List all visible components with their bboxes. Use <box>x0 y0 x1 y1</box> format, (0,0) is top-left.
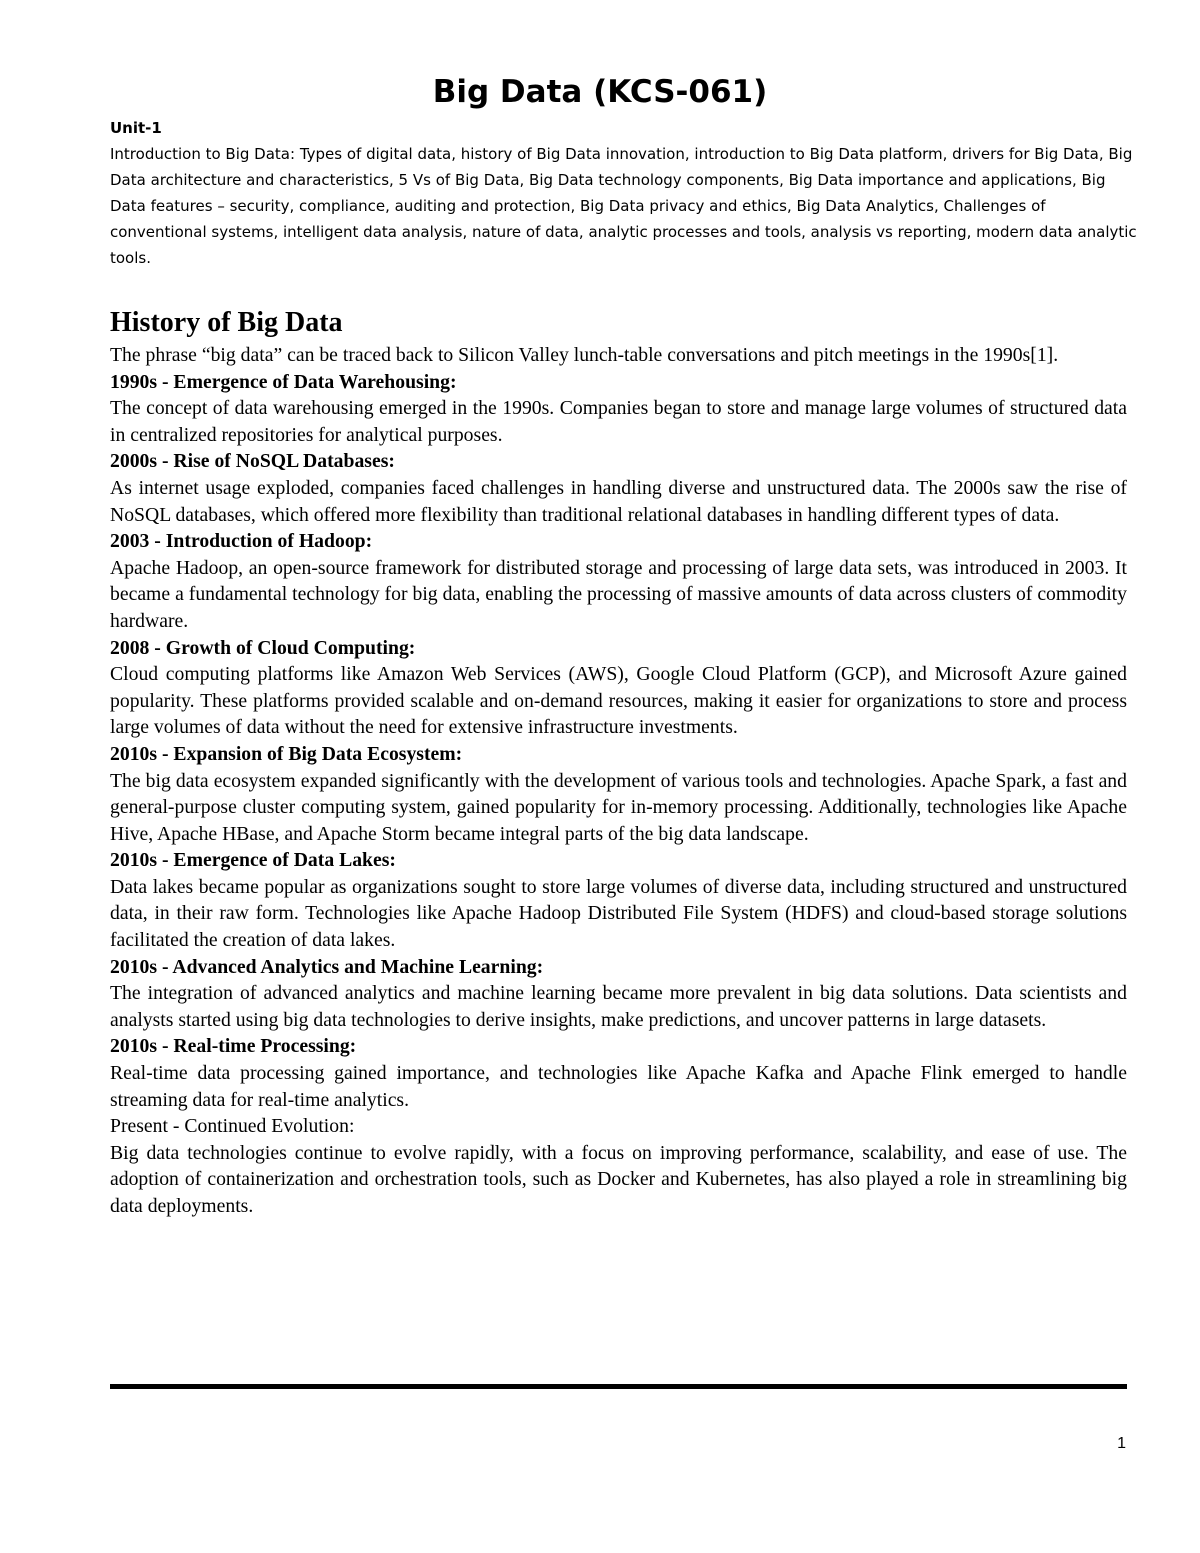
era-text-2008: Cloud computing platforms like Amazon Web Services (AWS), Google Cloud Platform (GCP), and Microsoft Azure gained popularity. These platforms provided scalable and on-demand resources, making it easier for organizations to store and process large volumes of data without the need for extensive infrastructure investments. <box>110 663 1127 739</box>
era-text-present: Big data technologies continue to evolve rapidly, with a focus on improving performance, scalability, and ease of use. The adoption of containerization and orchestration tools, such as Docker and Kubernetes, has also played a role in streamlining big data deployments. <box>110 1141 1127 1217</box>
unit-section <box>110 115 1140 271</box>
history-intro: The phrase “big data” can be traced back to Silicon Valley lunch-table conversations and pitch meetings in the 1990s[1]. <box>110 344 1059 366</box>
era-text-2010s-analytics: The integration of advanced analytics and machine learning became more prevalent in big data solutions. Data scientists and analysts started using big data technologies to derive insights, make predictions, and uncover patterns in large datasets. <box>110 982 1127 1031</box>
page-number: 1 <box>1117 1435 1126 1452</box>
history-section <box>110 305 1127 1220</box>
history-heading: History of Big Data <box>110 307 343 338</box>
era-text-2000s: As internet usage exploded, companies faced challenges in handling diverse and unstructured data. The 2000s saw the rise of NoSQL databases, which offered more flexibility than traditional relational databases in handling different types of data. <box>110 476 1127 526</box>
footer-divider <box>110 1384 1127 1389</box>
era-heading-2010s-analytics: 2010s - Advanced Analytics and Machine Learning: <box>110 955 544 978</box>
era-text-1990s: The concept of data warehousing emerged in the 1990s. Companies began to store and manage large volumes of structured data in centralized repositories for analytical purposes. <box>110 397 1127 446</box>
era-text-2010s-realtime: Real-time data processing gained importance, and technologies like Apache Kafka and Apache Flink emerged to handle streaming data for real-time analytics. <box>110 1062 1127 1111</box>
document-title: Big Data (KCS-061) <box>432 74 768 110</box>
era-heading-2010s-realtime: 2010s - Real-time Processing: <box>110 1035 357 1058</box>
era-heading-2003: 2003 - Introduction of Hadoop: <box>110 530 373 553</box>
era-heading-1990s: 1990s - Emergence of Data Warehousing: <box>110 370 457 393</box>
unit-label: Unit-1 <box>110 119 162 137</box>
era-heading-present: Present - Continued Evolution: <box>110 1115 355 1138</box>
era-heading-2008: 2008 - Growth of Cloud Computing: <box>110 636 416 659</box>
era-text-2010s-data-lakes: Data lakes became popular as organizations sought to store large volumes of diverse data, including structured and unstructured data, in their raw form. Technologies like Apache Hadoop Distributed File System (HDFS) and cloud-based storage solutions facilitated the creation of data lakes. <box>110 875 1127 952</box>
era-heading-2010s-ecosystem: 2010s - Expansion of Big Data Ecosystem: <box>110 742 463 765</box>
era-text-2010s-ecosystem: The big data ecosystem expanded significantly with the development of various tools and technologies. Apache Spark, a fast and general-purpose cluster computing system, gained popularity for in-memory processing. Additionally, technologies like Apache Hive, Apache HBase, and Apache Storm became integral parts of the big data landscape. <box>110 769 1127 845</box>
unit-syllabus: Introduction to Big Data: Types of digital data, history of Big Data innovation, introduction to Big Data platform, drivers for Big Data, Big Data architecture and characteristics, 5 Vs of Big Data, Big Data technology components, Big Data importance and applications, Big Data features – security, compliance, auditing and protection, Big Data privacy and ethics, Big Data Analytics, Challenges of conventional systems, intelligent data analysis, nature of data, analytic processes and tools, analysis vs reporting, modern data analytic tools. <box>110 145 1137 267</box>
era-text-2003: Apache Hadoop, an open-source framework for distributed storage and processing of large data sets, was introduced in 2003. It became a fundamental technology for big data, enabling the processing of massive amounts of data across clusters of commodity hardware. <box>110 556 1127 632</box>
era-heading-2010s-data-lakes: 2010s - Emergence of Data Lakes: <box>110 849 396 872</box>
era-heading-2000s: 2000s - Rise of NoSQL Databases: <box>110 450 395 473</box>
